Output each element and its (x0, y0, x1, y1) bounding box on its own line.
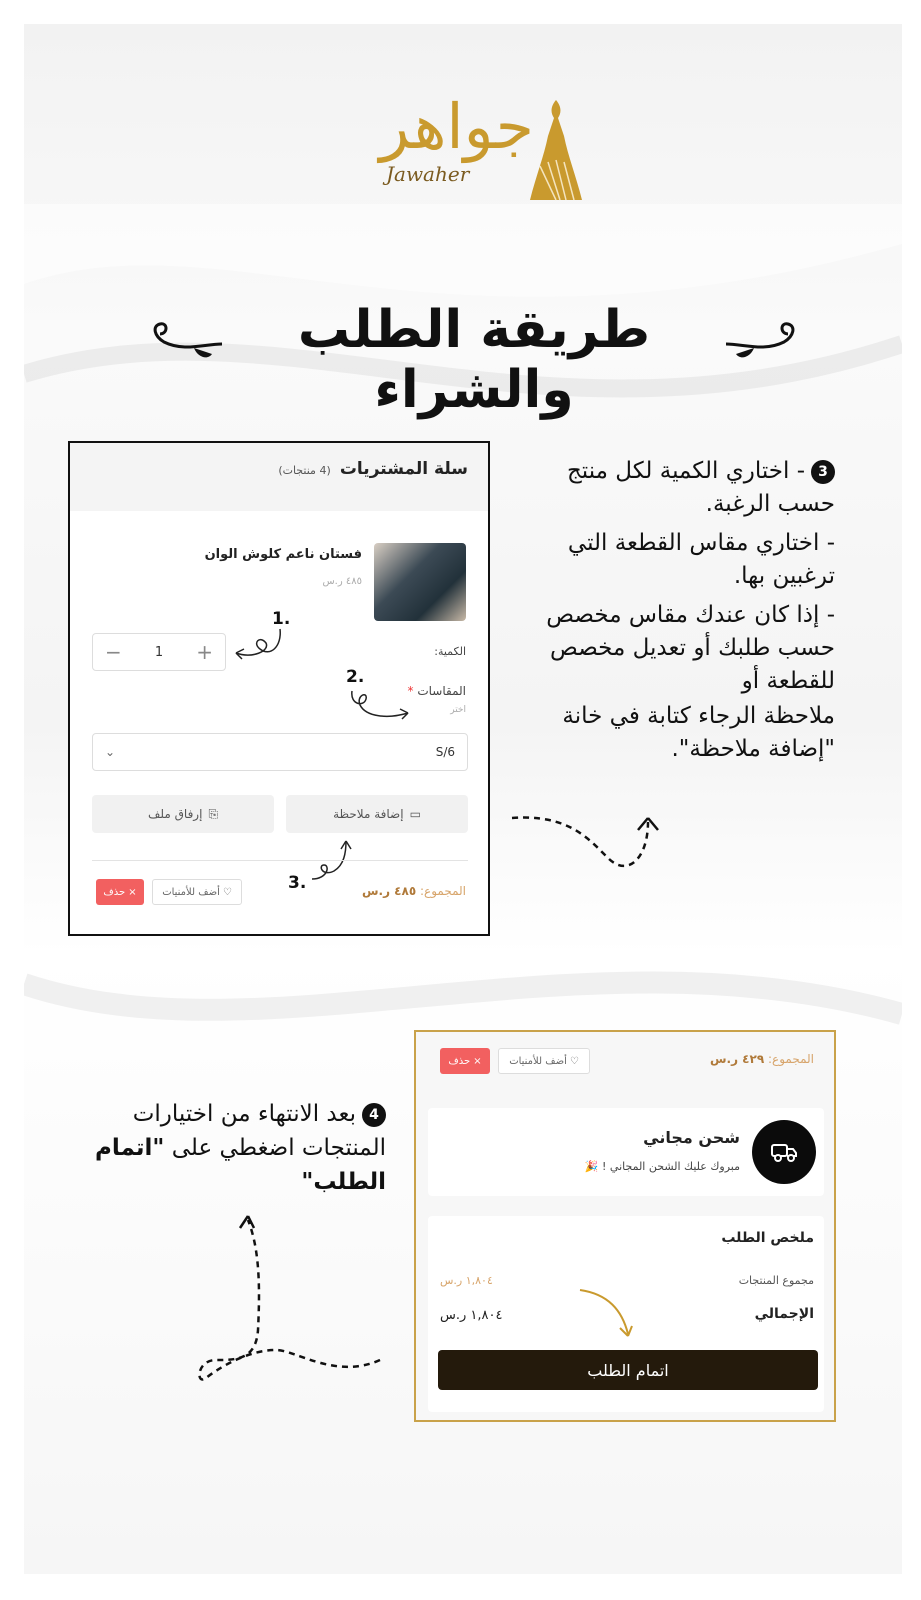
heart-icon: ♡ (569, 1055, 579, 1067)
checkout-total-label: المجموع: (767, 1052, 814, 1066)
delete-button[interactable] (96, 879, 144, 905)
add-to-wishlist-button[interactable] (152, 879, 242, 905)
increase-button[interactable]: + (196, 640, 213, 664)
quantity-stepper[interactable] (92, 633, 226, 671)
add-note-button[interactable] (286, 795, 468, 833)
attach-file-label: إرفاق ملف (147, 807, 203, 821)
size-value: S/6 (435, 745, 455, 759)
page-title-wrap (144, 296, 804, 420)
divider (92, 860, 468, 861)
step-3-badge: 3 (811, 460, 835, 484)
curved-arrow-icon (578, 1286, 638, 1342)
step-4-text: بعد الانتهاء من اختيارات المنتجات اضغطي على (132, 1101, 386, 1161)
grand-total-value: ١,٨٠٤ ر.س (440, 1308, 503, 1323)
checkout-total (710, 1052, 814, 1066)
brand-name-en: Jawaher (386, 162, 470, 186)
delete-button[interactable] (440, 1048, 490, 1074)
delete-label: حذف (448, 1055, 471, 1067)
heart-icon: ♡ (222, 886, 232, 898)
chevron-down-icon: ⌄ (105, 745, 116, 759)
summary-title: ملخص الطلب (721, 1230, 814, 1246)
step-4-instructions (66, 1097, 386, 1199)
required-mark: * (407, 684, 414, 698)
grand-total-label: الإجمالي (754, 1306, 814, 1322)
brand-logo (364, 90, 594, 211)
checkout-total-value: ٤٢٩ ر.س (709, 1052, 765, 1066)
complete-order-button[interactable]: اتمام الطلب (438, 1350, 818, 1390)
quantity-label: الكمية: (434, 645, 466, 658)
step-3-line-1 (535, 455, 835, 521)
marker-three: 3. (288, 873, 307, 893)
close-icon: × (128, 886, 137, 898)
dashed-arrow-icon (508, 808, 668, 878)
size-label-text: المقاسات (417, 684, 466, 698)
marker-one: 1. (272, 609, 291, 629)
step-4-highlight: "اتمام الطلب" (94, 1135, 386, 1195)
cart-total (362, 884, 466, 898)
step-3-line-4: ملاحظة الرجاء كتابة في خانة "إضافة ملاحظة". (562, 703, 835, 762)
page-title: طريقة الطلب والشراء (297, 300, 651, 420)
products-total-label: مجموع المنتجات (738, 1274, 814, 1287)
cart-header (70, 443, 488, 511)
product-image[interactable] (374, 543, 466, 621)
left-flourish-icon (144, 314, 224, 364)
add-note-label: إضافة ملاحظة (333, 807, 404, 821)
order-summary-card (428, 1216, 824, 1412)
size-select[interactable] (92, 733, 468, 771)
brand-name-ar: جواهر (379, 90, 534, 163)
wishlist-label: أضف للأمنيات (509, 1055, 567, 1067)
attach-file-button[interactable] (92, 795, 274, 833)
product-name[interactable]: فستان ناعم كلوش الوان (204, 547, 362, 562)
arrow-marker-one-icon (230, 627, 290, 667)
note-icon: ▭ (409, 807, 421, 821)
quantity-value: 1 (154, 644, 164, 660)
decrease-button[interactable]: − (105, 640, 122, 664)
truck-icon (752, 1120, 816, 1184)
cart-screenshot-card (68, 441, 490, 936)
step-4-badge: 4 (362, 1103, 386, 1127)
size-label (408, 684, 467, 698)
step-3-line-2: - اختاري مقاس القطعة التي ترغبين بها. (567, 530, 835, 589)
shipping-subtitle: مبروك عليك الشحن المجاني ! 🎉 (584, 1160, 740, 1173)
add-to-wishlist-button[interactable] (498, 1048, 590, 1074)
products-total-value: ١,٨٠٤ ر.س (440, 1274, 493, 1287)
cart-title: سلة المشتريات (339, 459, 468, 479)
product-price: ٤٨٥ ر.س (322, 576, 362, 587)
delete-label: حذف (103, 886, 126, 898)
step-3-instructions (535, 455, 835, 772)
cart-count: (4 منتجات) (278, 464, 331, 477)
cart-total-value: ٤٨٥ ر.س (361, 884, 417, 898)
dashed-loop-arrow-icon (196, 1210, 386, 1390)
paperclip-icon: ⎘ (208, 806, 219, 821)
dress-icon (526, 96, 586, 206)
right-flourish-icon (724, 314, 804, 364)
step-3-line-3: - إذا كان عندك مقاس مخصص حسب طلبك أو تعديل مخصص للقطعة أو (546, 602, 835, 694)
marker-two: 2. (346, 667, 365, 687)
wishlist-label: أضف للأمنيات (162, 886, 220, 898)
checkout-screenshot-card (414, 1030, 836, 1422)
cart-total-label: المجموع: (419, 884, 466, 898)
free-shipping-card (428, 1108, 824, 1196)
shipping-title: شحن مجاني (643, 1128, 740, 1147)
step-3-line-1-text: - اختاري الكمية لكل منتج حسب الرغبة. (566, 458, 835, 517)
close-icon: × (473, 1055, 482, 1067)
size-hint: اختر (450, 705, 466, 715)
